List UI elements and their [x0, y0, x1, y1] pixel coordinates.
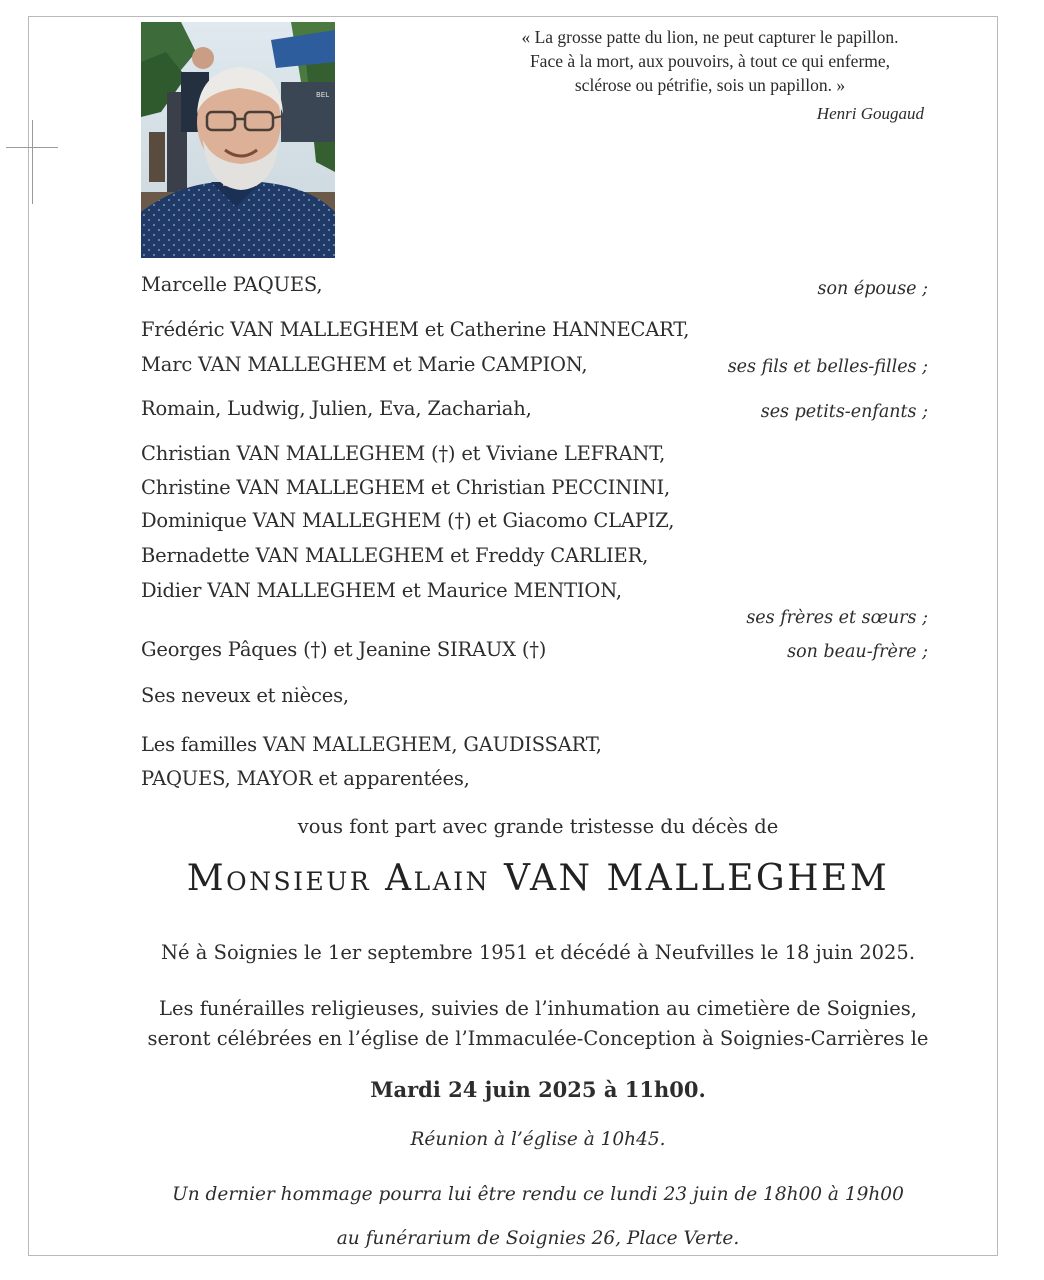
spouse-name: Marcelle PAQUES,: [141, 273, 323, 296]
funeral-date-time: Mardi 24 juin 2025 à 11h00.: [370, 1077, 706, 1102]
birth-death-dates: Né à Soignies le 1er septembre 1951 et décédé à Neufvilles le 18 juin 2025.: [160, 941, 916, 964]
sibling-line: Dominique VAN MALLEGHEM (†) et Giacomo CLAPIZ,: [141, 509, 675, 532]
sibling-line: Christian VAN MALLEGHEM (†) et Viviane LEFRANT,: [141, 442, 666, 465]
brother-in-law-names: Georges Pâques (†) et Jeanine SIRAUX (†): [141, 638, 547, 661]
svg-text:BEL: BEL: [316, 91, 330, 99]
nephews-line: Ses neveux et nièces,: [141, 684, 349, 707]
son-line: Marc VAN MALLEGHEM et Marie CAMPION,: [141, 353, 588, 376]
quote-line: sclérose ou pétrifie, sois un papillon. »: [574, 75, 846, 95]
deceased-name: Monsieur Alain VAN MALLEGHEM: [186, 858, 890, 899]
sibling-line: Christine VAN MALLEGHEM et Christian PECCININI,: [141, 476, 670, 499]
epigraph-quote: [470, 25, 950, 97]
quote-author: Henri Gougaud: [816, 104, 924, 123]
portrait-photo: [141, 22, 335, 258]
quote-line: Face à la mort, aux pouvoirs, à tout ce qui enferme,: [529, 51, 891, 71]
families-line: PAQUES, MAYOR et apparentées,: [141, 767, 470, 790]
spouse-relation: son épouse ;: [817, 279, 928, 299]
son-line: Frédéric VAN MALLEGHEM et Catherine HANNECART,: [141, 318, 690, 341]
funeral-line: seront célébrées en l’église de l’Immaculée-Conception à Soignies-Carrières le: [147, 1027, 929, 1050]
grandchildren-relation: ses petits-enfants ;: [760, 402, 928, 422]
tribute-line: au funérarium de Soignies 26, Place Verte.: [336, 1228, 740, 1249]
meeting-time: Réunion à l’église à 10h45.: [410, 1129, 666, 1150]
siblings-relation: ses frères et sœurs ;: [746, 608, 928, 628]
sibling-line: Bernadette VAN MALLEGHEM et Freddy CARLIER,: [141, 544, 649, 567]
tribute-line: Un dernier hommage pourra lui être rendu ce lundi 23 juin de 18h00 à 19h00: [172, 1184, 904, 1205]
cross-symbol-vertical: [32, 120, 33, 204]
announcement-intro: vous font part avec grande tristesse du décès de: [297, 815, 779, 838]
grandchildren-names: Romain, Ludwig, Julien, Eva, Zachariah,: [141, 397, 532, 420]
sibling-line: Didier VAN MALLEGHEM et Maurice MENTION,: [141, 579, 622, 602]
funeral-line: Les funérailles religieuses, suivies de l’inhumation au cimetière de Soignies,: [159, 997, 917, 1020]
brother-in-law-relation: son beau-frère ;: [787, 642, 928, 662]
families-line: Les familles VAN MALLEGHEM, GAUDISSART,: [141, 733, 602, 756]
sons-relation: ses fils et belles-filles ;: [727, 357, 928, 377]
quote-line: « La grosse patte du lion, ne peut capturer le papillon.: [521, 27, 899, 47]
